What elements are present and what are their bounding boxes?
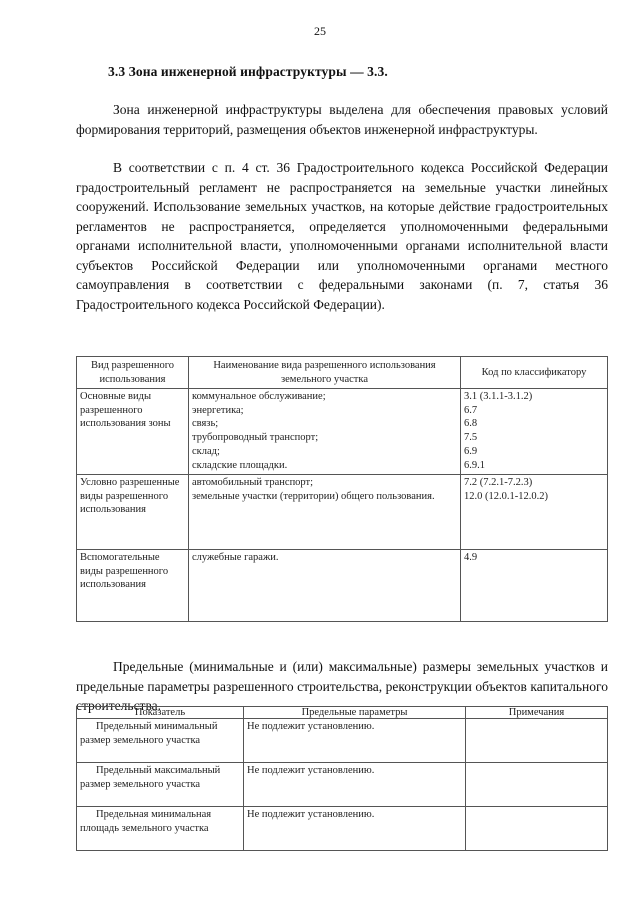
indicator-cell: Предельная минимальная площадь земельного участка [77,807,244,851]
parameter-value-cell: Не подлежит установлению. [244,807,466,851]
use-type-cell: Условно разрешенные виды разрешенного использования [77,475,189,550]
paragraph-regulation: В соответствии с п. 4 ст. 36 Градостроительного кодекса Российской Федерации градостроительный регламент не распространяется на земельные участки линейных сооружений. Использование земельных участков, на которые действие градостроительных регламентов не распространяется, определяется уполномоченными федеральными органами исполнительной власти, уполномоченными органами исполнительной власти субъектов Российской Федерации или уполномоченными органами местного самоуправления в соответствии с федеральными законами (п. 7, статья 36 Градостроительного кодекса Российской Федерации). [76,160,608,312]
paragraph-limits: Предельные (минимальные и (или) максимальные) размеры земельных участков и предельные параметры разрешенного строительства, реконструкции объектов капитального строительства. [76,659,608,713]
use-type-cell: Основные виды разрешенного использования зоны [77,389,189,475]
use-codes-cell [461,389,608,475]
use-name: автомобильный транспорт; [192,477,314,488]
header-notes: Примечания [466,707,608,719]
use-code: 7.5 [464,432,478,444]
note-cell [466,807,608,851]
use-name: трубопроводный транспорт; [192,432,319,444]
header-parameters: Предельные параметры [244,707,466,719]
permitted-uses-table [76,356,608,622]
use-code: 7.2 (7.2.1-7.2.3) [464,477,533,488]
use-names-cell [189,475,461,550]
limit-parameters-table [76,706,608,851]
header-indicator: Показатель [77,707,244,719]
use-codes-cell [461,550,608,622]
header-code: Код по классификатору [461,357,608,389]
use-codes-cell [461,475,608,550]
page-number: 25 [314,24,326,38]
table-header-row [77,707,608,719]
table-row [77,475,608,550]
header-use-name: Наименование вида разрешенного использования земельного участка [189,357,461,389]
use-name: склад; [192,445,220,457]
parameter-value-cell: Не подлежит установлению. [244,763,466,807]
note-cell [466,763,608,807]
use-code: 6.7 [464,404,478,416]
paragraph-purpose: Зона инженерной инфраструктуры выделена для обеспечения правовых условий формирования территорий, размещения объектов инженерной инфраструктуры. [76,102,608,137]
use-code: 6.8 [464,418,478,430]
use-code: 12.0 (12.0.1-12.0.2) [464,490,548,502]
header-use-type: Вид разрешенного использования [77,357,189,389]
table-row [77,719,608,763]
use-name: связь; [192,418,219,430]
table-row [77,550,608,622]
indicator-cell: Предельный минимальный размер земельного участка [77,719,244,763]
use-code: 4.9 [464,552,478,563]
use-name: земельные участки (территории) общего пользования. [192,490,435,502]
use-code: 6.9.1 [464,459,485,471]
use-type-cell: Вспомогательные виды разрешенного использования [77,550,189,622]
table-row [77,763,608,807]
use-name: служебные гаражи. [192,552,279,563]
table-row [77,389,608,475]
table-header-row [77,357,608,389]
table-row [77,807,608,851]
section-heading: 3.3 Зона инженерной инфраструктуры — 3.3. [108,64,388,79]
use-name: складские площадки. [192,459,288,471]
indicator-cell: Предельный максимальный размер земельного участка [77,763,244,807]
use-name: коммунальное обслуживание; [192,391,326,402]
use-code: 6.9 [464,445,478,457]
use-names-cell [189,389,461,475]
use-code: 3.1 (3.1.1-3.1.2) [464,391,533,402]
parameter-value-cell: Не подлежит установлению. [244,719,466,763]
note-cell [466,719,608,763]
use-name: энергетика; [192,404,244,416]
use-names-cell [189,550,461,622]
